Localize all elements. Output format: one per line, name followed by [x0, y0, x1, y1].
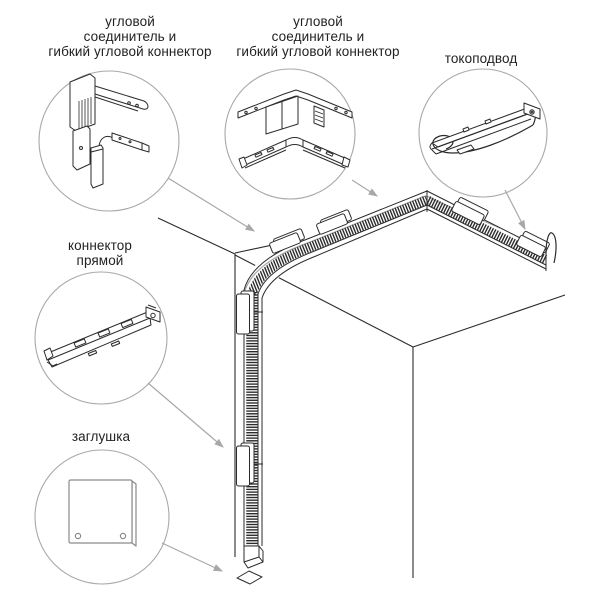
label-line: соединитель и	[271, 29, 365, 44]
arrow-end-cap	[162, 543, 222, 571]
label-line: коннектор	[68, 238, 132, 253]
power-feed-drawing	[430, 103, 540, 154]
straight-connector-drawing	[44, 305, 160, 367]
label-line: заглушка	[71, 429, 131, 444]
end-cap-position-marker	[237, 571, 262, 584]
track-runs	[252, 200, 546, 546]
label-line: прямой	[76, 253, 124, 268]
end-cap-drawing	[69, 480, 136, 546]
label-straight-connector	[20, 238, 180, 268]
label-line: токоподвод	[444, 51, 518, 66]
label-corner-connector-vertical	[30, 14, 230, 59]
label-line: угловой	[105, 14, 155, 29]
arrow-power-feed	[505, 190, 525, 229]
arrow-corner-connector-horizontal	[352, 180, 377, 196]
wall-left-edge	[158, 218, 235, 557]
track-bottom-end	[237, 546, 263, 584]
corner-connector-horizontal-drawing	[238, 90, 352, 168]
label-line: гибкий угловой коннектор	[48, 44, 212, 59]
corner-connector-vertical-drawing	[70, 74, 149, 188]
label-power-feed	[381, 51, 581, 66]
arrow-corner-connector-vertical	[168, 178, 254, 231]
label-line: гибкий угловой коннектор	[236, 44, 400, 59]
callout-circle-power-feed	[419, 69, 547, 197]
label-line: соединитель и	[83, 29, 177, 44]
callout-circle-corner-connector-horizontal	[225, 69, 355, 199]
label-end-cap	[21, 429, 181, 444]
label-line: угловой	[293, 14, 343, 29]
